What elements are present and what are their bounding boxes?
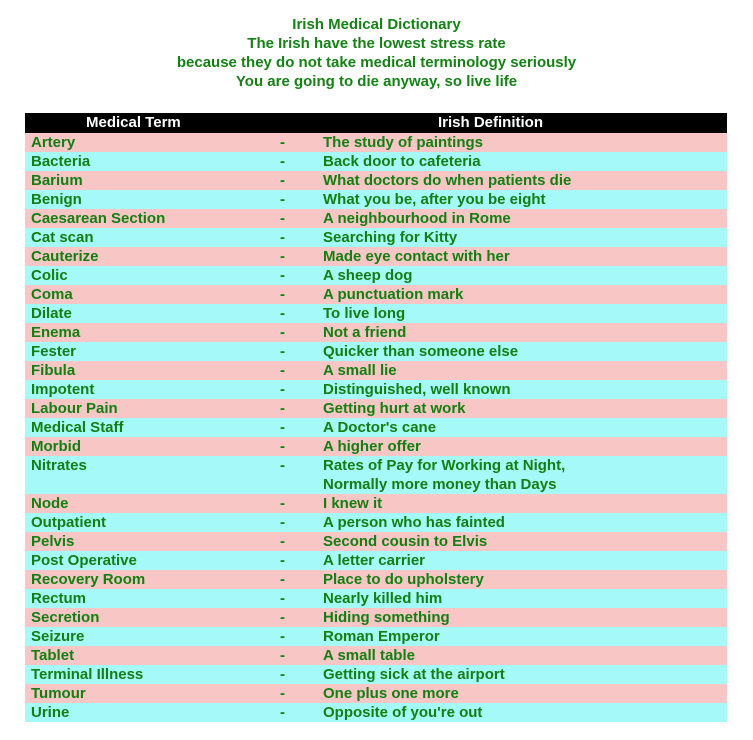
separator-dash: - <box>280 590 285 607</box>
medical-term-cell: Barium <box>31 172 83 189</box>
irish-definition-cell <box>323 437 421 456</box>
definition-line: A small lie <box>323 362 397 379</box>
separator-dash: - <box>280 552 285 569</box>
table-row <box>25 608 727 627</box>
table-row <box>25 418 727 437</box>
irish-definition-cell <box>323 342 518 361</box>
irish-definition-cell <box>323 589 442 608</box>
irish-definition-cell <box>323 684 459 703</box>
table-row <box>25 570 727 589</box>
irish-definition-cell <box>323 304 405 323</box>
table-row <box>25 399 727 418</box>
definition-line: A neighbourhood in Rome <box>323 210 511 227</box>
separator-dash: - <box>280 286 285 303</box>
separator-dash: - <box>280 419 285 436</box>
irish-definition-cell <box>323 285 463 304</box>
medical-term-cell: Dilate <box>31 305 72 322</box>
definition-line: Second cousin to Elvis <box>323 533 488 550</box>
definition-line: What doctors do when patients die <box>323 172 572 189</box>
separator-dash: - <box>280 362 285 379</box>
separator-dash: - <box>280 400 285 417</box>
definition-line: Getting hurt at work <box>323 400 466 417</box>
definition-line: Rates of Pay for Working at Night, <box>323 457 566 474</box>
definition-line: Getting sick at the airport <box>323 666 505 683</box>
table-row <box>25 171 727 190</box>
definition-line: Back door to cafeteria <box>323 153 481 170</box>
definition-line: Opposite of you're out <box>323 704 483 721</box>
definition-line: A sheep dog <box>323 267 413 284</box>
header-irish-definition: Irish Definition <box>438 114 543 131</box>
definition-line: Quicker than someone else <box>323 343 519 360</box>
irish-definition-cell <box>323 171 571 190</box>
irish-definition-cell <box>323 399 466 418</box>
table-row <box>25 494 727 513</box>
separator-dash: - <box>280 267 285 284</box>
medical-term-cell: Bacteria <box>31 153 91 170</box>
irish-definition-cell <box>323 418 436 437</box>
medical-term-cell: Colic <box>31 267 68 284</box>
definition-line: To live long <box>323 305 406 322</box>
definition-line: A letter carrier <box>323 552 425 569</box>
separator-dash: - <box>280 666 285 683</box>
table-row <box>25 513 727 532</box>
irish-definition-cell <box>323 380 511 399</box>
medical-term-cell: Seizure <box>31 628 85 645</box>
irish-definition-cell <box>323 228 457 247</box>
title-line-2: The Irish have the lowest stress rate <box>247 35 506 52</box>
table-row <box>25 228 727 247</box>
medical-term-cell: Medical Staff <box>31 419 124 436</box>
medical-term-cell: Rectum <box>31 590 87 607</box>
medical-term-cell: Post Operative <box>31 552 137 569</box>
irish-definition-cell <box>323 152 481 171</box>
separator-dash: - <box>280 229 285 246</box>
separator-dash: - <box>280 533 285 550</box>
definition-line: A punctuation mark <box>323 286 464 303</box>
medical-term-cell: Benign <box>31 191 82 208</box>
title-line-4: You are going to die anyway, so live life <box>235 73 518 90</box>
title-block <box>0 15 753 91</box>
table-row <box>25 285 727 304</box>
medical-term-cell: Tumour <box>31 685 86 702</box>
medical-term-cell: Morbid <box>31 438 81 455</box>
irish-definition-cell <box>323 570 484 589</box>
medical-term-cell: Recovery Room <box>31 571 146 588</box>
medical-term-cell: Fester <box>31 343 77 360</box>
definition-line: Place to do upholstery <box>323 571 484 588</box>
separator-dash: - <box>280 343 285 360</box>
table-row <box>25 342 727 361</box>
table-row <box>25 703 727 722</box>
medical-term-cell: Outpatient <box>31 514 106 531</box>
definition-line: Roman Emperor <box>323 628 440 645</box>
irish-definition-cell <box>323 266 412 285</box>
irish-definition-cell <box>323 323 406 342</box>
definition-line: I knew it <box>323 495 383 512</box>
table-row <box>25 532 727 551</box>
definition-line: Searching for Kitty <box>323 229 458 246</box>
medical-term-cell: Nitrates <box>31 457 87 474</box>
separator-dash: - <box>280 172 285 189</box>
separator-dash: - <box>280 438 285 455</box>
irish-definition-cell <box>323 190 546 209</box>
separator-dash: - <box>280 609 285 626</box>
medical-term-cell: Node <box>31 495 69 512</box>
medical-term-cell: Fibula <box>31 362 76 379</box>
medical-term-cell: Coma <box>31 286 73 303</box>
separator-dash: - <box>280 153 285 170</box>
medical-term-cell: Cat scan <box>31 229 94 246</box>
irish-definition-cell <box>323 133 483 152</box>
separator-dash: - <box>280 647 285 664</box>
irish-definition-cell <box>323 532 487 551</box>
irish-definition-cell <box>323 456 565 494</box>
separator-dash: - <box>280 628 285 645</box>
title-line-1: Irish Medical Dictionary <box>292 16 461 33</box>
separator-dash: - <box>280 514 285 531</box>
irish-definition-cell <box>323 551 425 570</box>
definition-line: A higher offer <box>323 438 421 455</box>
definition-line: The study of paintings <box>323 134 483 151</box>
table-row <box>25 152 727 171</box>
table-row <box>25 551 727 570</box>
medical-term-cell: Tablet <box>31 647 75 664</box>
medical-term-cell: Urine <box>31 704 70 721</box>
table-row <box>25 437 727 456</box>
separator-dash: - <box>280 381 285 398</box>
table-row <box>25 361 727 380</box>
irish-definition-cell <box>323 513 505 532</box>
medical-term-cell: Secretion <box>31 609 100 626</box>
irish-definition-cell <box>323 209 511 228</box>
medical-term-cell: Impotent <box>31 381 95 398</box>
table-row <box>25 323 727 342</box>
medical-term-cell: Artery <box>31 134 76 151</box>
definition-line: A person who has fainted <box>323 514 505 531</box>
separator-dash: - <box>280 191 285 208</box>
table-row <box>25 304 727 323</box>
separator-dash: - <box>280 210 285 227</box>
irish-definition-cell <box>323 361 397 380</box>
header-medical-term: Medical Term <box>86 114 181 131</box>
definition-line: A small table <box>323 647 415 664</box>
irish-definition-cell <box>323 247 510 266</box>
definition-line: Normally more money than Days <box>323 476 557 493</box>
table-row <box>25 133 727 152</box>
medical-term-cell: Terminal Illness <box>31 666 144 683</box>
definition-line: Hiding something <box>323 609 450 626</box>
table-row <box>25 456 727 494</box>
medical-term-cell: Labour Pain <box>31 400 118 417</box>
table-row <box>25 646 727 665</box>
table-row <box>25 665 727 684</box>
irish-definition-cell <box>323 608 450 627</box>
definition-line: A Doctor's cane <box>323 419 437 436</box>
definition-line: What you be, after you be eight <box>323 191 546 208</box>
separator-dash: - <box>280 134 285 151</box>
table-row <box>25 190 727 209</box>
definition-line: Not a friend <box>323 324 407 341</box>
table-body <box>25 133 727 722</box>
separator-dash: - <box>280 324 285 341</box>
separator-dash: - <box>280 248 285 265</box>
table-header <box>25 113 727 133</box>
dictionary-table <box>25 113 727 722</box>
separator-dash: - <box>280 704 285 721</box>
medical-term-cell: Enema <box>31 324 81 341</box>
irish-definition-cell <box>323 494 382 513</box>
medical-term-cell: Pelvis <box>31 533 75 550</box>
definition-line: Nearly killed him <box>323 590 443 607</box>
irish-definition-cell <box>323 627 440 646</box>
definition-line: Made eye contact with her <box>323 248 510 265</box>
definition-line: Distinguished, well known <box>323 381 511 398</box>
irish-definition-cell <box>323 703 482 722</box>
medical-term-cell: Cauterize <box>31 248 99 265</box>
table-row <box>25 380 727 399</box>
table-row <box>25 247 727 266</box>
table-row <box>25 589 727 608</box>
separator-dash: - <box>280 571 285 588</box>
title-line-3: because they do not take medical terminology seriously <box>176 54 577 71</box>
irish-definition-cell <box>323 665 505 684</box>
medical-term-cell: Caesarean Section <box>31 210 166 227</box>
table-row <box>25 209 727 228</box>
separator-dash: - <box>280 495 285 512</box>
separator-dash: - <box>280 457 285 474</box>
separator-dash: - <box>280 305 285 322</box>
irish-definition-cell <box>323 646 415 665</box>
table-row <box>25 627 727 646</box>
table-row <box>25 266 727 285</box>
table-row <box>25 684 727 703</box>
definition-line: One plus one more <box>323 685 459 702</box>
separator-dash: - <box>280 685 285 702</box>
